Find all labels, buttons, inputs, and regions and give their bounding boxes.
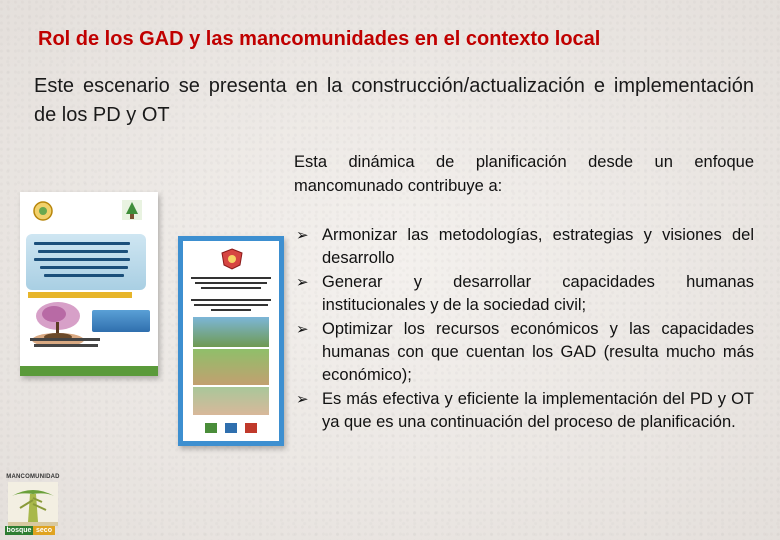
list-item: ➢ Optimizar los recursos económicos y las capacidades humanas con que cuentan los GAD (resulta mucho más económico); bbox=[296, 319, 754, 385]
arrow-bullet-icon: ➢ bbox=[296, 390, 309, 408]
institution-logo-icon bbox=[120, 198, 144, 222]
list-item: ➢ Armonizar las metodologías, estrategias y visiones del desarrollo bbox=[296, 226, 754, 268]
lead-paragraph: Esta dinámica de planificación desde un enfoque mancomunado contribuye a: bbox=[294, 153, 754, 195]
municipal-seal-icon bbox=[32, 200, 54, 222]
arrow-bullet-icon: ➢ bbox=[296, 273, 309, 291]
intro-paragraph: Este escenario se presenta en la construcción/actualización e implementación de los PD y OT bbox=[34, 75, 754, 126]
list-item: ➢ Es más efectiva y eficiente la implementación del PD y OT ya que es una continuación del proceso de planificación. bbox=[296, 389, 754, 432]
ceibo-tree-icon bbox=[8, 482, 58, 526]
municipal-emblem-icon bbox=[219, 247, 245, 271]
benefits-list bbox=[296, 224, 754, 435]
pdot-paltas-cover-image bbox=[20, 192, 158, 376]
mancomunidad-bosque-seco-logo: MANCOMUNIDAD bosque seco bbox=[6, 474, 60, 534]
arrow-bullet-icon: ➢ bbox=[296, 320, 309, 338]
plan-document-cover-image bbox=[178, 236, 284, 446]
list-item: ➢ Generar y desarrollar capacidades humanas institucionales y de la sociedad civil; bbox=[296, 272, 754, 315]
slide-title: Rol de los GAD y las mancomunidades en el contexto local bbox=[38, 28, 601, 50]
arrow-bullet-icon: ➢ bbox=[296, 227, 309, 244]
